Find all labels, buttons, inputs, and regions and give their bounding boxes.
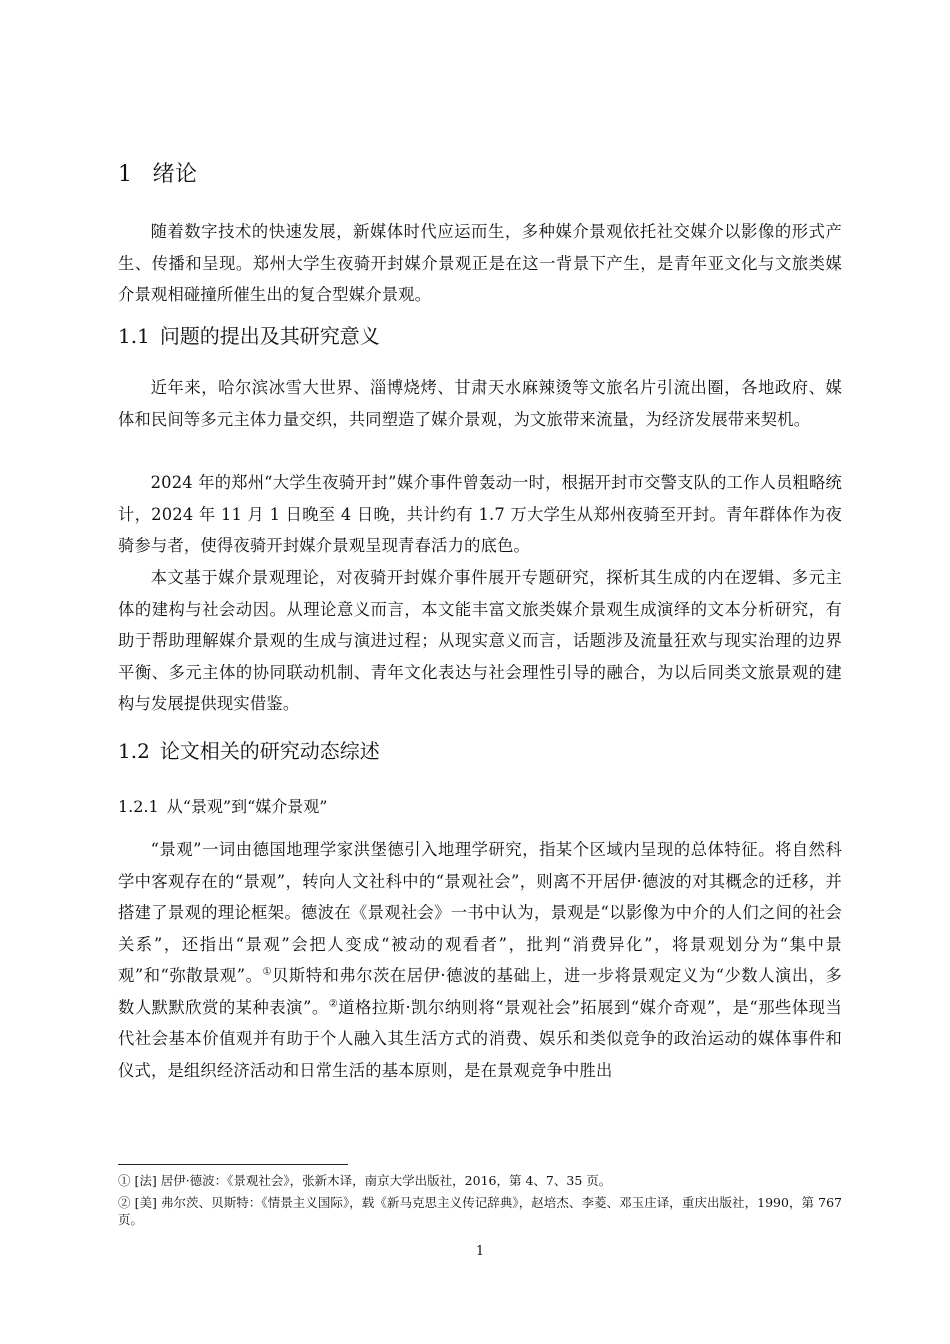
body-paragraph <box>118 834 842 1086</box>
footnote-marker[interactable]: ② <box>328 998 339 1010</box>
section-number: 1.2 <box>118 739 150 763</box>
body-paragraph: 2024 年的郑州“大学生夜骑开封”媒介事件曾轰动一时，根据开封市交警支队的工作人员粗略统计，2024 年 11 月 1 日晚至 4 日晚，共计约有 1.7 万大学生从郑州夜骑至开封。青年群体作为夜骑参与者，使得夜骑开封媒介景观呈现青春活力的底色。 <box>118 473 842 555</box>
page-number: 1 <box>475 1244 485 1259</box>
chapter-title: 绪论 <box>152 162 198 187</box>
intro-paragraph: 随着数字技术的快速发展，新媒体时代应运而生，多种媒介景观依托社交媒介以影像的形式产生、传播和呈现。郑州大学生夜骑开封媒介景观正是在这一背景下产生，是青年亚文化与文旅类媒介景观相碰撞所催生出的复合型媒介景观。 <box>118 222 842 304</box>
section-number: 1.1 <box>118 324 150 348</box>
section-title: 论文相关的研究动态综述 <box>159 739 380 763</box>
footnote-divider <box>118 1164 348 1165</box>
subsection-heading-1-2-1 <box>118 795 327 819</box>
document-page <box>118 0 842 1344</box>
paragraph-text: 道格拉斯·凯尔纳则将“景观社会”拓展到“媒介奇观”，是“那些体现当代社会基本价值观并有助于个人融入其生活方式的消费、娱乐和类似竞争的政治运动的媒体事件和仪式，是组织经济活动和日常生活的基本原则，是在景观竞争中胜出 <box>118 997 842 1080</box>
paragraph-text: 贝斯特和弗尔茨在居伊·德波的基础上，进一步将景观定义为“少数人演出，多数人默默欣赏的某种表演”。 <box>118 966 842 1017</box>
section-heading-1-1 <box>118 322 380 350</box>
section-heading-1-2 <box>118 737 380 765</box>
chapter-number: 1 <box>118 162 133 187</box>
section-title: 问题的提出及其研究意义 <box>159 324 380 348</box>
body-paragraph: 本文基于媒介景观理论，对夜骑开封媒介事件展开专题研究，探析其生成的内在逻辑、多元主体的建构与社会动因。从理论意义而言，本文能丰富文旅类媒介景观生成演绎的文本分析研究，有助于帮助理解媒介景观的生成与演进过程；从现实意义而言，话题涉及流量狂欢与现实治理的边界平衡、多元主体的协同联动机制、青年文化表达与社会理性引导的融合，为以后同类文旅景观的建构与发展提供现实借鉴。 <box>118 568 842 713</box>
footnote: ② [美] 弗尔茨、贝斯特：《情景主义国际》，载《新马克思主义传记辞典》，赵培杰、李菱、邓玉庄译，重庆出版社，1990，第 767 页。 <box>118 1195 842 1227</box>
paragraph-text: “景观”一词由德国地理学家洪堡德引入地理学研究，指某个区域内呈现的总体特征。将自然科学中客观存在的“景观”，转向人文社科中的“景观社会”，则离不开居伊·德波的对其概念的迁移，并搭建了景观的理论框架。德波在《景观社会》一书中认为，景观是“以影像为中介的人们之间的社会关系”，还指出“景观”会把人变成“被动的观看者”，批判“消费异化”，将景观划分为“集中景观”和“弥散景观”。 <box>118 840 842 985</box>
footnote: ① [法] 居伊·德波：《景观社会》，张新木译，南京大学出版社，2016，第 4、7、35 页。 <box>118 1173 612 1188</box>
body-paragraph: 近年来，哈尔滨冰雪大世界、淄博烧烤、甘肃天水麻辣烫等文旅名片引流出圈，各地政府、媒体和民间等多元主体力量交织，共同塑造了媒介景观，为文旅带来流量，为经济发展带来契机。 <box>118 378 842 429</box>
chapter-heading <box>118 160 198 190</box>
subsection-title: 从“景观”到“媒介景观” <box>166 797 328 816</box>
subsection-number: 1.2.1 <box>118 797 159 816</box>
footnote-marker[interactable]: ① <box>262 966 273 978</box>
